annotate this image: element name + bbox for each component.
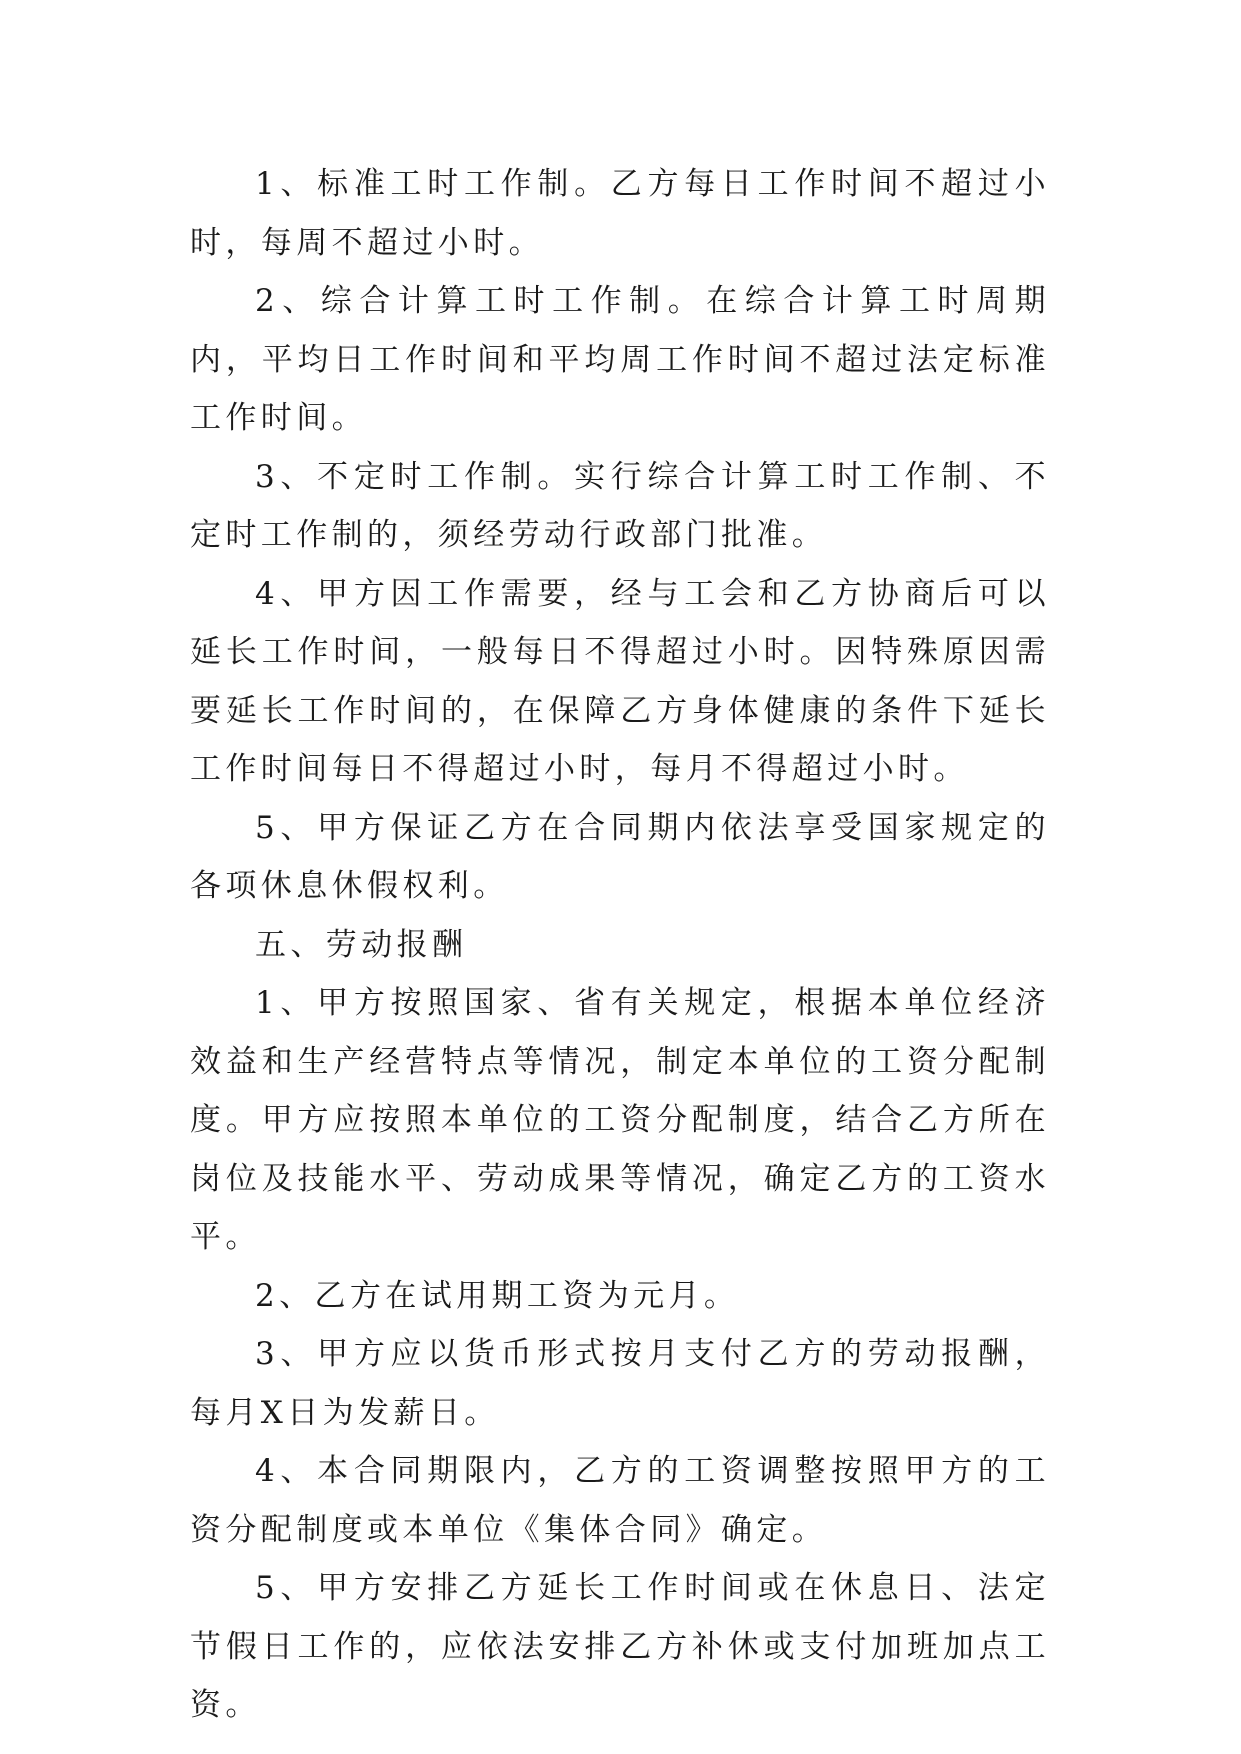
paragraph-rest-leave-rights: 5、甲方保证乙方在合同期内依法享受国家规定的各项休息休假权利。 bbox=[190, 809, 1050, 904]
paragraph-working-hours-standard: 1、标准工时工作制。乙方每日工作时间不超过小时，每周不超过小时。 bbox=[190, 166, 1050, 261]
paragraph-probation-wage: 2、乙方在试用期工资为元月。 bbox=[255, 1277, 740, 1314]
paragraph-overtime-pay: 5、甲方安排乙方延长工作时间或在休息日、法定节假日工作的，应依法安排乙方补休或支付加班加点工资。 bbox=[190, 1570, 1050, 1723]
paragraph-wage-system: 1、甲方按照国家、省有关规定，根据本单位经济效益和生产经营特点等情况，制定本单位的工资分配制度。甲方应按照本单位的工资分配制度，结合乙方所在岗位及技能水平、劳动成果等情况，确定乙方的工资水平。 bbox=[190, 985, 1050, 1255]
paragraph-wage-adjustment: 4、本合同期限内，乙方的工资调整按照甲方的工资分配制度或本单位《集体合同》确定。 bbox=[190, 1453, 1050, 1548]
paragraph-working-hours-comprehensive: 2、综合计算工时工作制。在综合计算工时周期内，平均日工作时间和平均周工作时间不超过法定标准工作时间。 bbox=[190, 283, 1050, 436]
paragraph-working-hours-flexible: 3、不定时工作制。实行综合计算工时工作制、不定时工作制的，须经劳动行政部门批准。 bbox=[190, 458, 1050, 553]
paragraph-payday: 3、甲方应以货币形式按月支付乙方的劳动报酬，每月X日为发薪日。 bbox=[190, 1336, 1050, 1431]
section-heading-remuneration: 五、劳动报酬 bbox=[255, 926, 468, 963]
paragraph-overtime-extension: 4、甲方因工作需要，经与工会和乙方协商后可以延长工作时间，一般每日不得超过小时。因特殊原因需要延长工作时间的，在保障乙方身体健康的条件下延长工作时间每日不得超过小时，每月不得超过小时。 bbox=[190, 575, 1050, 787]
document-body bbox=[190, 155, 1050, 1735]
